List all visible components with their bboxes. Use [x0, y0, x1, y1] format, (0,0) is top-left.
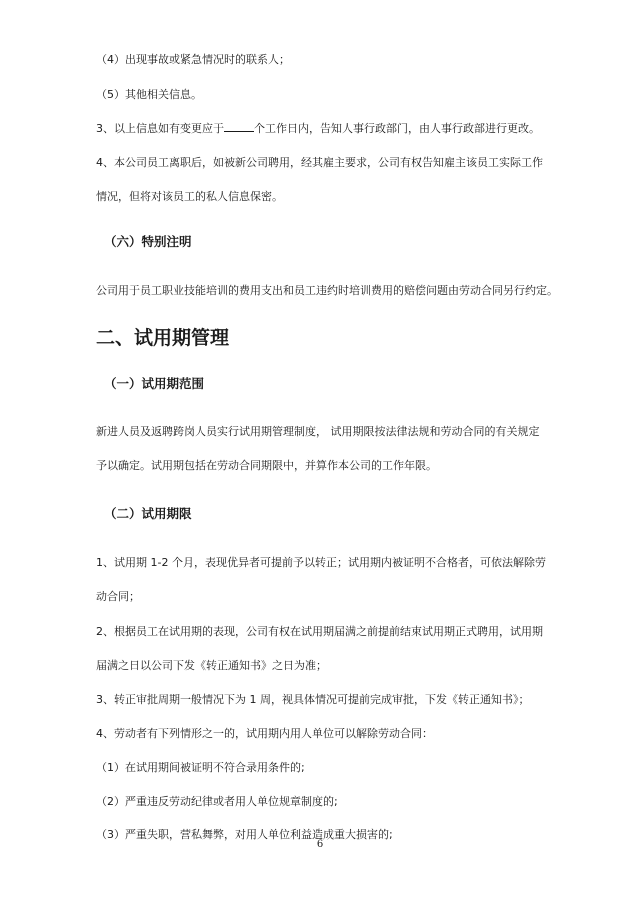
paragraph-info-change	[96, 112, 548, 146]
paragraph-probation-scope: 新进人员及返聘跨岗人员实行试用期管理制度， 试用期限按法律法规和劳动合同的有关规定予以确定。试用期包括在劳动合同期限中，并算作本公司的工作年限。	[96, 425, 540, 472]
paragraph-probation-period: 1、试用期 1-2 个月，表现优异者可提前予以转正；试用期内被证明不合格者，可依法解除劳动合同；	[96, 556, 546, 603]
heading-probation-term: （二）试用期限	[104, 506, 192, 521]
paragraph-condition-3: （3）严重失职，营私舞弊，对用人单位利益造成重大损害的;	[96, 828, 393, 841]
info-change-after: 个工作日内，告知人事行政部门，由人事行政部进行更改。	[254, 122, 540, 135]
paragraph-early-confirmation: 2、根据员工在试用期的表现，公司有权在试用期届满之前提前结束试用期正式聘用，试用期届满之日以公司下发《转正通知书》之日为准；	[96, 625, 543, 672]
paragraph-other-info: （5）其他相关信息。	[96, 88, 202, 101]
heading-probation-management: 二、试用期管理	[96, 327, 230, 349]
info-change-before: 3、以上信息如有变更应于	[96, 122, 224, 135]
paragraph-resignation-reference: 4、本公司员工离职后，如被新公司聘用，经其雇主要求，公司有权告知雇主该员工实际工作情况，但将对该员工的私人信息保密。	[96, 156, 543, 203]
heading-special-note: （六）特别注明	[104, 234, 192, 249]
page-number: 6	[316, 839, 324, 850]
fill-in-blank	[224, 121, 254, 132]
paragraph-contact-person: （4）出现事故或紧急情况时的联系人；	[96, 53, 290, 66]
heading-probation-scope: （一）试用期范围	[104, 376, 205, 391]
paragraph-training-cost: 公司用于员工职业技能培训的费用支出和员工违约时培训费用的赔偿问题由劳动合同另行约定。	[96, 284, 558, 297]
paragraph-termination-conditions: 4、劳动者有下列情形之一的，试用期内用人单位可以解除劳动合同：	[96, 727, 433, 740]
paragraph-condition-2: （2）严重违反劳动纪律或者用人单位规章制度的;	[96, 795, 338, 808]
paragraph-condition-1: （1）在试用期间被证明不符合录用条件的;	[96, 761, 305, 774]
paragraph-approval-cycle: 3、转正审批周期一般情况下为 1 周，视具体情况可提前完成审批，下发《转正通知书》；	[96, 693, 530, 706]
